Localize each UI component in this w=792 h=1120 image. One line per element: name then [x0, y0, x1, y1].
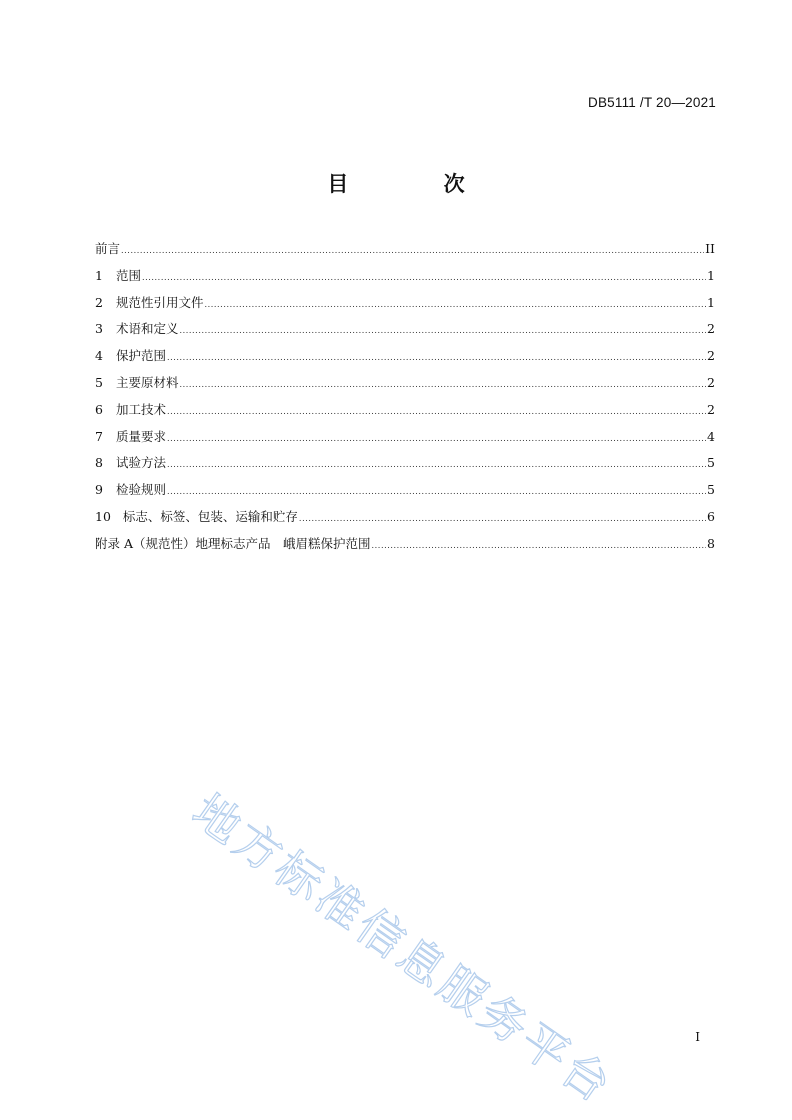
toc-entry-page: 8 — [707, 535, 715, 551]
toc-entry-label: 质量要求 — [115, 428, 166, 444]
toc-entry-page: 6 — [707, 508, 715, 524]
toc-leader-dots — [121, 241, 704, 261]
toc-entry-page: 1 — [707, 294, 715, 310]
table-of-contents — [95, 239, 715, 561]
toc-entry-page: 1 — [707, 267, 715, 283]
toc-leader-dots — [179, 321, 706, 341]
toc-entry[interactable] — [95, 507, 715, 534]
toc-leader-dots — [167, 429, 706, 449]
toc-entry-label: 保护范围 — [115, 348, 166, 364]
toc-entry[interactable] — [95, 266, 715, 293]
toc-entry-number: 3 — [95, 321, 103, 337]
toc-entry-label: 术语和定义 — [115, 321, 179, 337]
toc-entry-number: 9 — [95, 482, 103, 498]
toc-leader-dots — [179, 375, 706, 395]
toc-entry-page: 2 — [707, 321, 715, 337]
toc-entry[interactable] — [95, 453, 715, 480]
toc-entry-label: 主要原材料 — [115, 374, 179, 390]
page-number: I — [695, 1030, 700, 1044]
toc-entry[interactable] — [95, 534, 715, 561]
toc-entry[interactable] — [95, 427, 715, 454]
toc-entry-label: 附录 A（规范性）地理标志产品 峨眉糕保护范围 — [95, 535, 371, 551]
watermark: 地方标准信息服务平台 — [182, 783, 624, 1115]
toc-entry-label: 规范性引用文件 — [115, 294, 204, 310]
document-code: DB5111 /T 20—2021 — [588, 95, 716, 110]
toc-entry-page: 5 — [707, 455, 715, 471]
toc-entry[interactable] — [95, 480, 715, 507]
toc-entry[interactable] — [95, 373, 715, 400]
toc-leader-dots — [167, 402, 706, 422]
toc-leader-dots — [372, 536, 707, 556]
toc-entry[interactable] — [95, 400, 715, 427]
toc-entry-page: 5 — [707, 482, 715, 498]
toc-entry[interactable] — [95, 346, 715, 373]
toc-title: 目 次 — [327, 172, 509, 196]
toc-leader-dots — [167, 482, 706, 502]
toc-entry[interactable] — [95, 239, 715, 266]
toc-entry-label: 范围 — [115, 267, 141, 283]
toc-entry[interactable] — [95, 319, 715, 346]
toc-entry-number: 7 — [95, 428, 103, 444]
toc-entry-page: II — [705, 241, 715, 256]
toc-leader-dots — [204, 295, 706, 315]
toc-entry-label: 前言 — [95, 241, 121, 256]
toc-entry-page: 2 — [707, 374, 715, 390]
toc-entry-label: 标志、标签、包装、运输和贮存 — [122, 508, 298, 524]
toc-leader-dots — [299, 509, 706, 529]
toc-leader-dots — [142, 268, 706, 288]
toc-entry-number: 1 — [95, 267, 103, 283]
toc-entry-number: 6 — [95, 401, 103, 417]
toc-leader-dots — [167, 455, 706, 475]
toc-leader-dots — [167, 348, 706, 368]
toc-entry[interactable] — [95, 293, 715, 320]
toc-entry-label: 试验方法 — [115, 455, 166, 471]
toc-entry-label: 检验规则 — [115, 482, 166, 498]
toc-entry-number: 5 — [95, 374, 103, 390]
toc-entry-page: 4 — [707, 428, 715, 444]
toc-entry-number: 4 — [95, 348, 103, 364]
toc-entry-number: 2 — [95, 294, 103, 310]
toc-entry-label: 加工技术 — [115, 401, 166, 417]
toc-entry-number: 10 — [95, 508, 111, 524]
toc-entry-page: 2 — [707, 401, 715, 417]
toc-entry-number: 8 — [95, 455, 103, 471]
toc-entry-page: 2 — [707, 348, 715, 364]
